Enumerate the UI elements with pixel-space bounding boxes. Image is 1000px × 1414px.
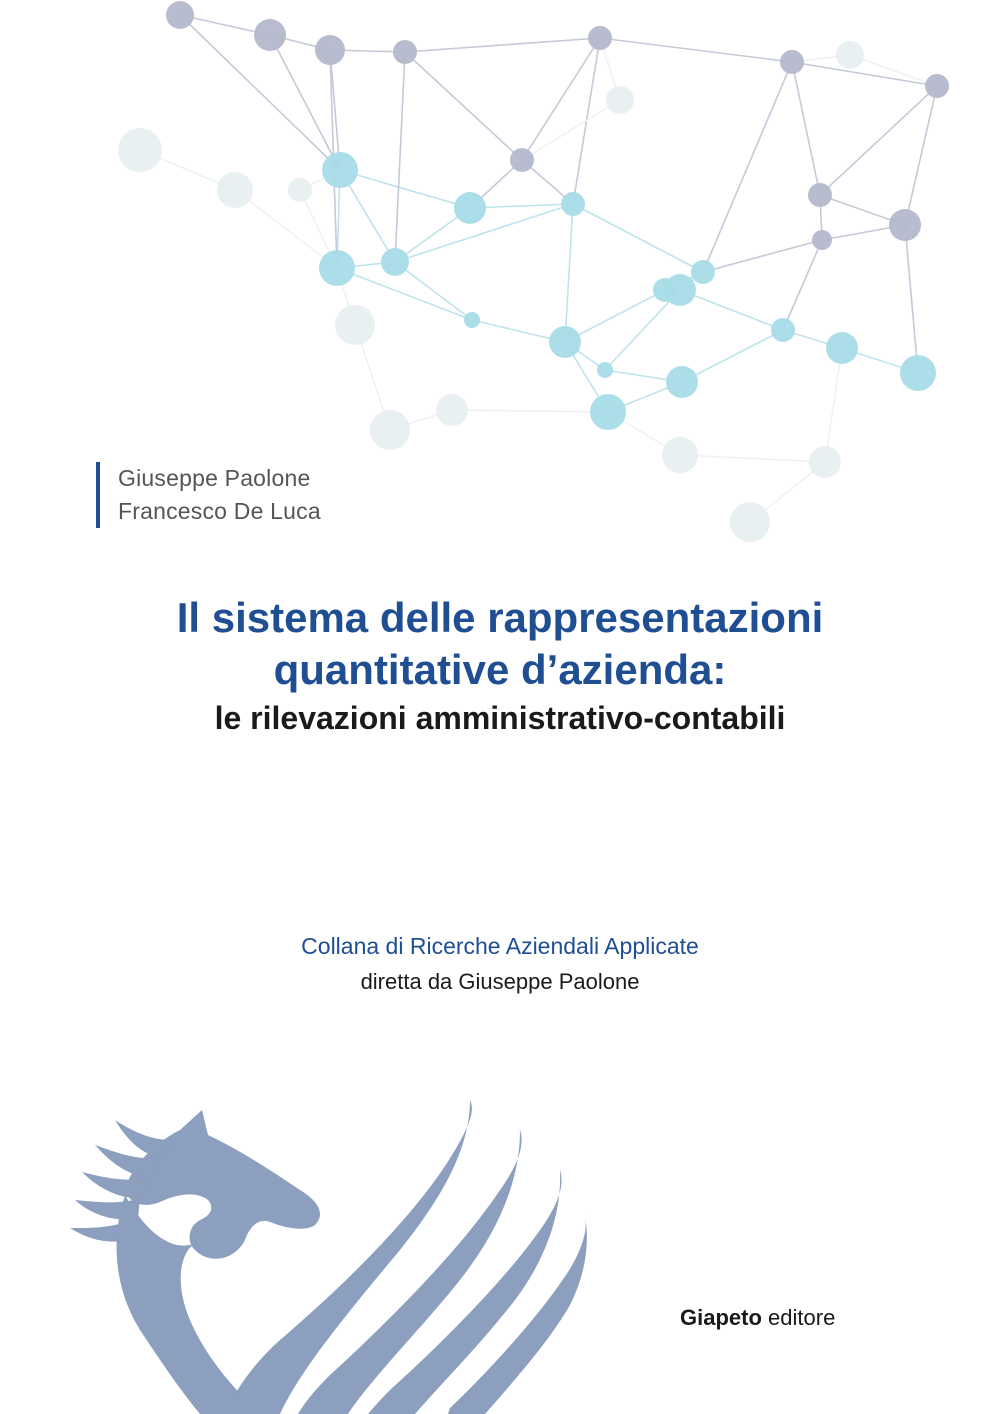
network-edge [452, 410, 608, 412]
publisher-brand: Giapeto [680, 1305, 762, 1330]
network-edge [235, 190, 337, 268]
network-edge [682, 330, 783, 382]
network-edge [565, 204, 573, 342]
network-node [454, 192, 486, 224]
network-edge [395, 52, 405, 262]
network-node [322, 152, 358, 188]
author-name: Francesco De Luca [118, 498, 321, 524]
network-node [730, 502, 770, 542]
network-node [381, 248, 409, 276]
network-edge [565, 290, 665, 342]
title-line-2: quantitative d’azienda: [273, 646, 727, 693]
series-info [0, 928, 1000, 1000]
publisher-suffix: editore [768, 1305, 836, 1330]
book-title [0, 592, 1000, 740]
publisher-name [680, 1305, 835, 1331]
network-edge [792, 62, 820, 195]
network-node [889, 209, 921, 241]
network-edge [405, 38, 600, 52]
network-node [319, 250, 355, 286]
network-node [666, 366, 698, 398]
network-node [166, 1, 194, 29]
network-edge [522, 38, 600, 160]
network-node [826, 332, 858, 364]
network-edge [600, 38, 792, 62]
network-node [836, 41, 864, 69]
network-node [510, 148, 534, 172]
network-node [664, 274, 696, 306]
network-node [370, 410, 410, 450]
network-edge [820, 86, 937, 195]
network-edge [680, 455, 825, 462]
network-node [900, 355, 936, 391]
network-node [588, 26, 612, 50]
network-node [809, 446, 841, 478]
network-node [812, 230, 832, 250]
network-edge [522, 100, 620, 160]
series-director: diretta da Giuseppe Paolone [360, 969, 640, 994]
network-node [335, 305, 375, 345]
network-edge [783, 240, 822, 330]
pegasus-logo [30, 1090, 590, 1414]
network-node [217, 172, 253, 208]
network-node [118, 128, 162, 172]
network-edge [905, 86, 937, 225]
network-node [691, 260, 715, 284]
network-node [590, 394, 626, 430]
series-name: Collana di Ricerche Aziendali Applicate [301, 933, 699, 959]
network-node [597, 362, 613, 378]
network-node [288, 178, 312, 202]
network-edge [395, 262, 472, 320]
network-node [808, 183, 832, 207]
network-node [464, 312, 480, 328]
network-node [662, 437, 698, 473]
network-edge [905, 225, 918, 373]
network-node [925, 74, 949, 98]
book-subtitle: le rilevazioni amministrativo-contabili [214, 700, 786, 736]
title-line-1: Il sistema delle rappresentazioni [176, 594, 824, 641]
author-block [96, 462, 321, 528]
network-node [780, 50, 804, 74]
author-name: Giuseppe Paolone [118, 465, 311, 491]
network-edge [703, 240, 822, 272]
network-node [606, 86, 634, 114]
network-node [315, 35, 345, 65]
network-edge [405, 52, 522, 160]
network-node [436, 394, 468, 426]
network-edge [792, 62, 937, 86]
network-edge [825, 348, 842, 462]
network-edge [680, 290, 783, 330]
network-node [561, 192, 585, 216]
network-node [549, 326, 581, 358]
network-node [771, 318, 795, 342]
network-edge [703, 62, 792, 272]
network-edge [573, 204, 703, 272]
network-node [254, 19, 286, 51]
network-node [393, 40, 417, 64]
